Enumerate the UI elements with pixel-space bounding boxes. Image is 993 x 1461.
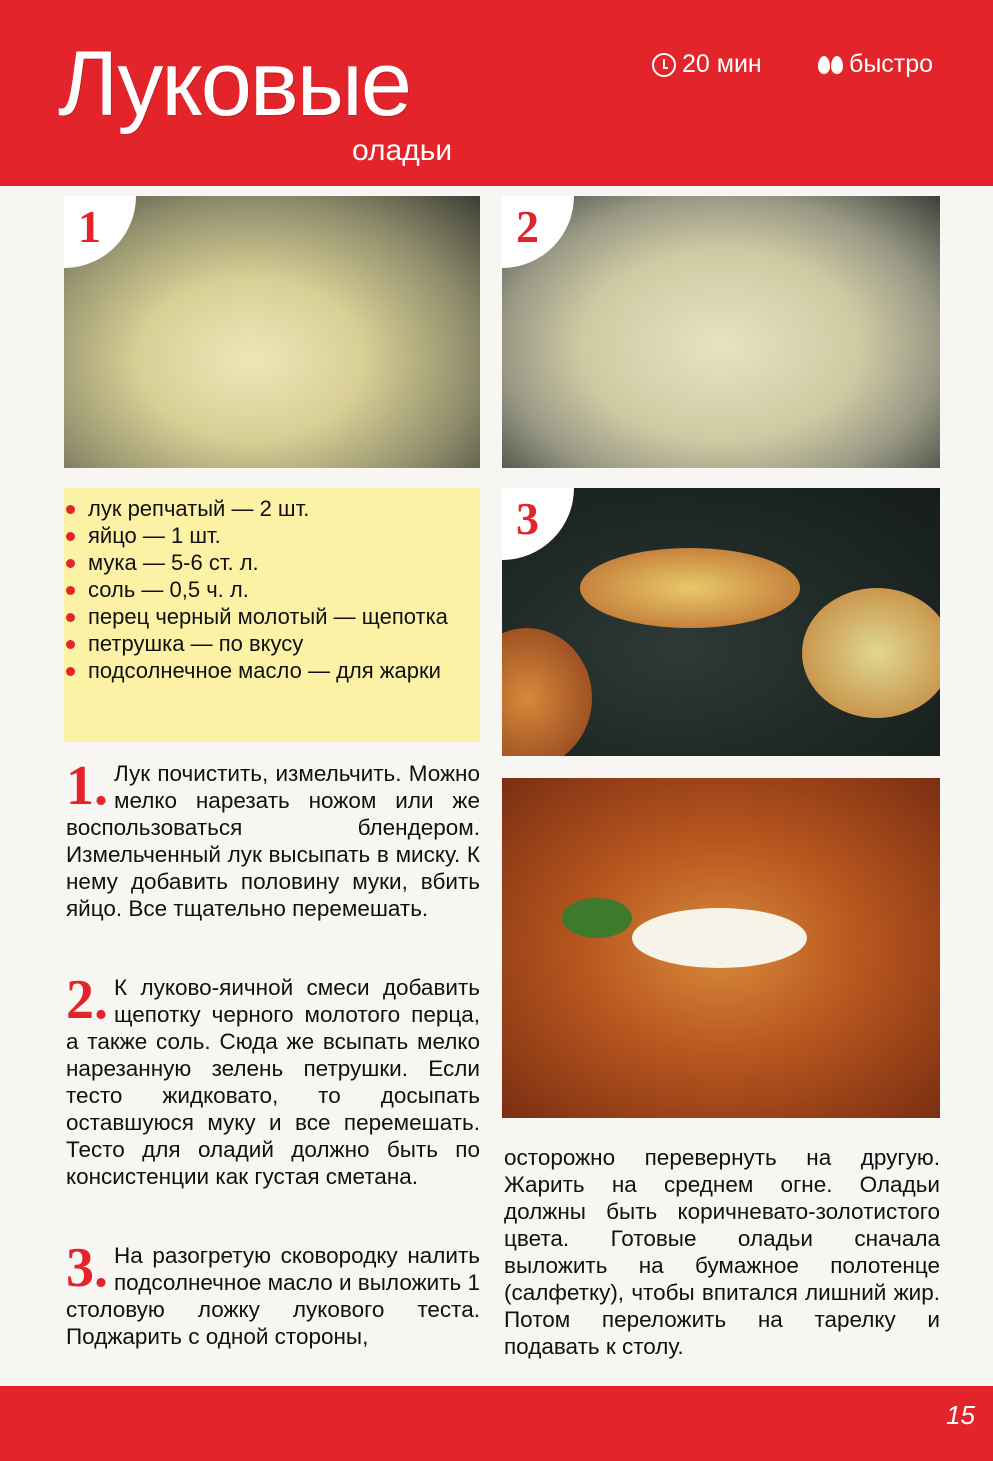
step-text: На разогретую сковородку налить подсолнечное масло и выложить 1 столовую ложку лукового теста. Поджарить с одной стороны,	[66, 1243, 480, 1349]
recipe-subtitle: оладьи	[352, 134, 453, 167]
photo-number-badge	[502, 488, 574, 560]
eggs-icon	[818, 56, 843, 74]
step-text: Лук почистить, измельчить. Можно мелко нарезать ножом или же воспользоваться блендером. Измельченный лук высыпать в миску. К нему добавить половину муки, вбить яйцо. Все тщательно перемешать.	[66, 761, 480, 921]
fritter-shape	[502, 628, 592, 756]
difficulty	[818, 50, 933, 79]
photo-step-1	[64, 196, 480, 468]
photo-number: 1	[78, 201, 101, 252]
photo-step-3	[502, 488, 940, 756]
cook-time	[652, 50, 762, 79]
fritter-shape	[802, 588, 940, 718]
footer-banner	[0, 1386, 993, 1461]
step-number: 3.	[66, 1237, 108, 1299]
page-number: 15	[946, 1400, 975, 1430]
photo-number: 2	[516, 201, 539, 252]
photo-number-badge	[64, 196, 136, 268]
cook-time-label: 20 мин	[682, 50, 762, 78]
ingredients-list	[64, 495, 480, 684]
step-1	[66, 755, 480, 922]
parsley-garnish	[562, 898, 632, 938]
ingredient-item: соль — 0,5 ч. л.	[64, 576, 480, 603]
header-banner	[0, 0, 993, 186]
ingredient-item: лук репчатый — 2 шт.	[64, 495, 480, 522]
step-3	[66, 1237, 480, 1350]
sour-cream	[632, 908, 807, 968]
step-2	[66, 969, 480, 1190]
ingredient-item: петрушка — по вкусу	[64, 630, 480, 657]
ingredient-item: мука — 5-6 ст. л.	[64, 549, 480, 576]
ingredient-item: яйцо — 1 шт.	[64, 522, 480, 549]
photo-step-2	[502, 196, 940, 468]
ingredient-item: перец черный молотый — щепотка	[64, 603, 480, 630]
difficulty-label: быстро	[849, 50, 934, 78]
fritter-shape	[580, 548, 800, 628]
step-number: 1.	[66, 755, 108, 817]
step-text: К луково-яичной смеси добавить щепотку черного молотого перца, а также соль. Сюда же всыпать мелко нарезанную зелень петрушки. Если тесто жидковато, то досыпать оставшуюся муку и все перемешать. Тесто для оладий должно быть по консистенции как густая сметана.	[66, 975, 480, 1189]
photo-number: 3	[516, 493, 539, 544]
ingredient-item: подсолнечное масло — для жарки	[64, 657, 480, 684]
step-3-continued: осторожно перевернуть на другую. Жарить на среднем огне. Оладьи должны быть коричневато-золотистого цвета. Готовые оладьи сначала выложить на бумажное полотенце (салфетку), чтобы впитался лишний жир. Потом переложить на тарелку и подавать к столу.	[504, 1145, 940, 1359]
clock-icon	[652, 53, 676, 77]
step-number: 2.	[66, 969, 108, 1031]
ingredients-box	[64, 488, 480, 742]
recipe-title: Луковые	[58, 33, 411, 135]
photo-number-badge	[502, 196, 574, 268]
photo-final-dish	[502, 778, 940, 1118]
